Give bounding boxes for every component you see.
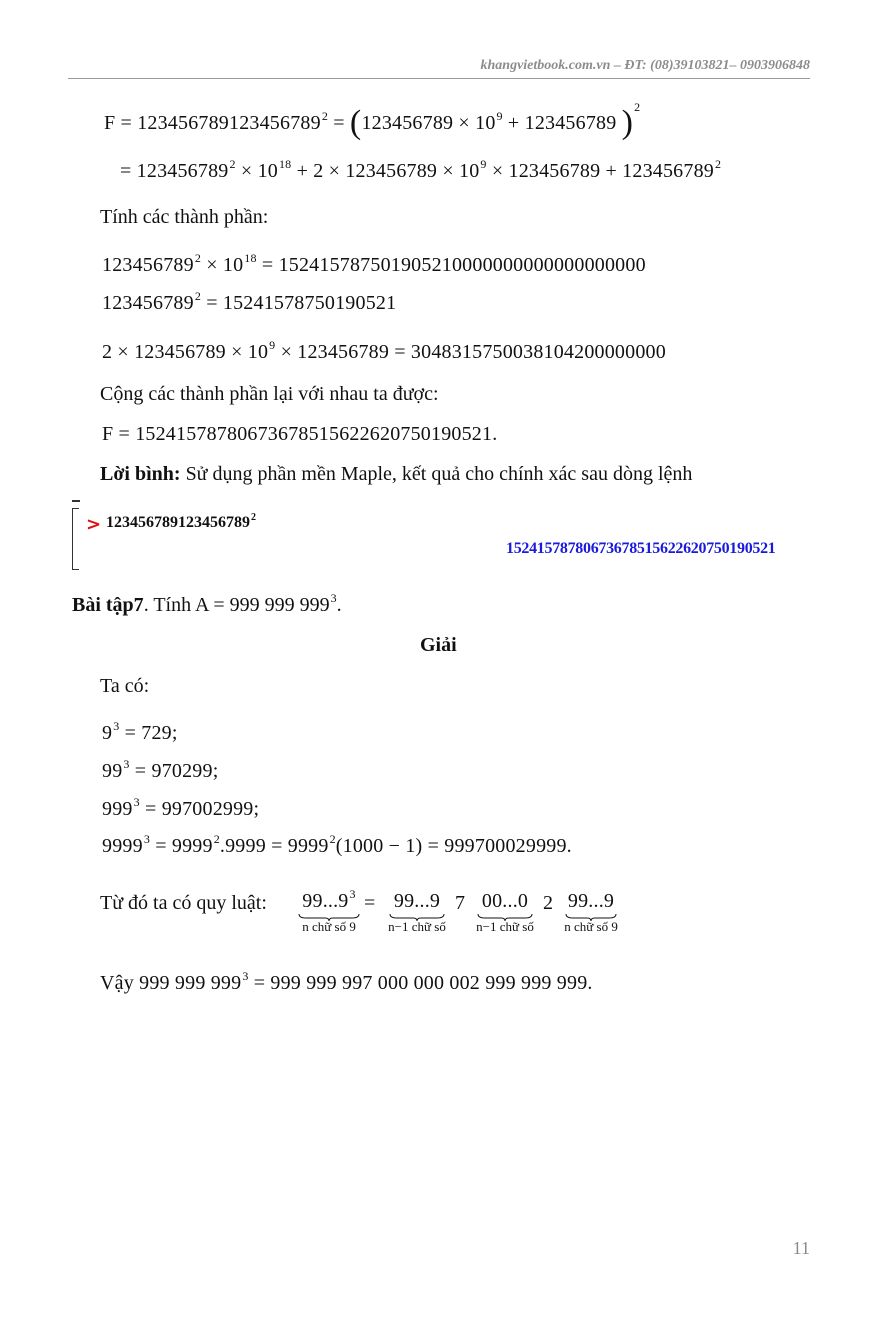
power-line-4 xyxy=(102,832,572,858)
component-3 xyxy=(102,338,666,364)
intro-ta-co: Ta có: xyxy=(100,675,150,697)
rule-intro: Từ đó ta có quy luật: xyxy=(100,892,267,914)
comp2-a: 123456789 xyxy=(102,292,194,314)
f-lhs: F = 123456789123456789 xyxy=(104,112,321,134)
comp2-result: = 15241578750190521 xyxy=(201,292,397,314)
comp3-a: 2 × 123456789 × 10 xyxy=(102,341,269,363)
rule-term-3 xyxy=(468,890,542,935)
f-eq: = xyxy=(333,112,345,134)
rule-t1: 99...9 xyxy=(302,890,349,912)
exercise-label: Bài tập7 xyxy=(72,594,144,616)
rule-term-4 xyxy=(556,890,626,935)
rule-seven: 7 xyxy=(455,892,466,914)
f-inner: 123456789 × 10 xyxy=(361,112,496,134)
rule-label-3: n−1 chữ số xyxy=(476,919,534,934)
p4-e: = 999700029999. xyxy=(422,835,572,857)
maple-input xyxy=(106,514,256,532)
exercise-text: . Tính A = 999 999 999 xyxy=(143,594,330,616)
maple-execution-bracket xyxy=(72,508,79,570)
comp1-b: × 10 xyxy=(201,254,244,276)
f-expansion-line-2 xyxy=(120,157,722,183)
comp2-a-exp: 2 xyxy=(194,289,202,303)
rule-two: 2 xyxy=(543,892,554,914)
header-divider xyxy=(68,78,810,79)
maple-input-expr: 123456789123456789 xyxy=(106,514,250,531)
maple-output: 15241578780673678515622620750190521 xyxy=(506,540,776,557)
comp1-b-exp: 18 xyxy=(244,251,257,265)
comment-label: Lời bình: xyxy=(100,463,181,485)
comp3-result: × 123456789 = 3048315750038104200000000 xyxy=(275,341,666,363)
rule-label-1: n chữ số 9 xyxy=(302,919,356,934)
component-2 xyxy=(102,289,397,315)
rule-t4: 99...9 xyxy=(567,890,615,912)
comp1-a: 123456789 xyxy=(102,254,194,276)
power3-rest: = 997002999; xyxy=(139,798,260,820)
p4-b: = 9999 xyxy=(150,835,213,857)
p4-a: 9999 xyxy=(102,835,143,857)
rule-eq: = xyxy=(364,892,376,914)
page-number: 11 xyxy=(792,1238,810,1258)
f2-exp-2: 18 xyxy=(278,157,292,171)
f2-exp-4: 2 xyxy=(714,157,722,171)
f-expansion-line-1 xyxy=(104,100,641,141)
power2-rest: = 970299; xyxy=(129,760,219,782)
power3-base: 999 xyxy=(102,798,133,820)
comment-text: Sử dụng phần mền Maple, kết quả cho chính xác sau dòng lệnh xyxy=(180,463,693,485)
comp1-result: = 152415787501905210000000000000000000 xyxy=(256,254,646,276)
p4-a-exp: 3 xyxy=(143,832,151,846)
maple-prompt-icon: > xyxy=(86,514,102,535)
rule-t3: 00...0 xyxy=(481,890,529,912)
power3-exp: 3 xyxy=(133,795,140,809)
f2-exp-3: 9 xyxy=(480,157,487,171)
comp3-a-exp: 9 xyxy=(269,338,276,352)
header-text: khangvietbook.com.vn – ĐT: (08)39103821– 0903906848 xyxy=(480,58,810,73)
p4-b-exp: 2 xyxy=(213,832,220,846)
f-inner-rest: + 123456789 xyxy=(502,112,617,134)
f2-part-4: × 123456789 + 123456789 xyxy=(486,160,714,182)
maple-top-tick xyxy=(72,500,80,502)
power1-base: 9 xyxy=(102,722,113,744)
p4-d: (1000 − 1) xyxy=(335,835,423,857)
conclusion-b: = 999 999 997 000 000 002 999 999 999. xyxy=(248,972,593,994)
p4-c: .9999 = 9999 xyxy=(219,835,329,857)
power1-rest: = 729; xyxy=(119,722,178,744)
exercise-exp: 3 xyxy=(330,591,337,605)
power2-base: 99 xyxy=(102,760,123,782)
maple-input-exp: 2 xyxy=(251,512,256,523)
exercise-title xyxy=(72,591,342,617)
power2-exp: 3 xyxy=(123,757,130,771)
exercise-end: . xyxy=(336,594,342,616)
power-line-3 xyxy=(102,795,260,821)
close-paren: ) xyxy=(621,104,634,141)
power-line-1 xyxy=(102,719,178,745)
sum-intro: Cộng các thành phần lại với nhau ta được: xyxy=(100,383,439,405)
conclusion-exp: 3 xyxy=(242,969,249,983)
rule-label-2: n−1 chữ số xyxy=(388,919,446,934)
conclusion-a: Vậy 999 999 999 xyxy=(100,972,242,994)
comp1-a-exp: 2 xyxy=(194,251,202,265)
rule-term-1 xyxy=(294,887,364,935)
comment xyxy=(100,463,692,486)
f2-part-2: × 10 xyxy=(235,160,278,182)
f2-part-3: + 2 × 123456789 × 10 xyxy=(291,160,480,182)
f2-part-1: = 123456789 xyxy=(120,160,229,182)
solution-heading: Giải xyxy=(420,634,457,656)
f-inner-exp: 9 xyxy=(496,109,503,123)
components-intro: Tính các thành phần: xyxy=(100,206,269,228)
rule-label-4: n chữ số 9 xyxy=(564,919,618,934)
f2-exp-1: 2 xyxy=(229,157,236,171)
rule-t1-exp: 3 xyxy=(349,887,356,901)
rule-t2: 99...9 xyxy=(393,890,441,912)
p4-c-exp: 2 xyxy=(329,832,336,846)
f-outer-exp: 2 xyxy=(634,100,641,114)
component-1 xyxy=(102,251,646,277)
power-line-2 xyxy=(102,757,219,783)
power1-exp: 3 xyxy=(113,719,120,733)
conclusion xyxy=(100,969,593,995)
open-paren: ( xyxy=(349,104,362,141)
f-result: F = 15241578780673678515622620750190521. xyxy=(102,423,498,445)
f-lhs-exp: 2 xyxy=(321,109,329,123)
rule-term-2 xyxy=(382,890,452,935)
